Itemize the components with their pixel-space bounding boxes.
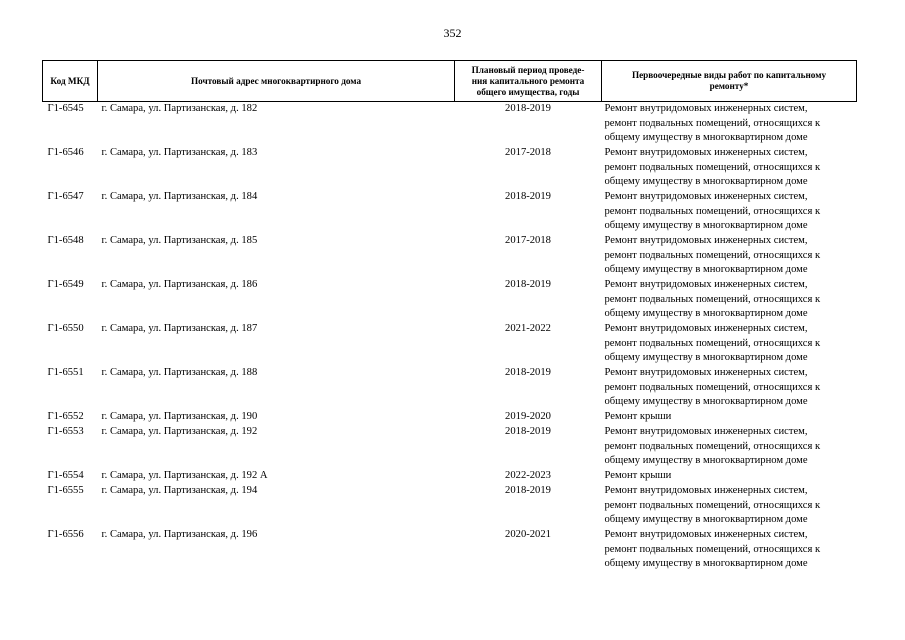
works-cell [602,469,857,484]
works-cell [602,102,857,147]
works-cell [602,146,857,190]
period-cell: 2020-2021 [505,529,551,540]
works-line: ремонт подвальных помещений, относящихся к [604,293,821,305]
address-cell: г. Самара, ул. Партизанская, д. 186 [101,279,258,290]
header-code: Код МКД [43,61,98,102]
period-cell: 2022-2023 [505,470,551,481]
works-cell [602,190,857,234]
mkd-code-cell: Г1-6546 [47,147,84,158]
table-row [43,146,857,190]
table-row [43,469,857,484]
period-cell: 2019-2020 [505,411,551,422]
works-line: ремонт подвальных помещений, относящихся к [604,205,821,217]
works-line: общему имуществу в многоквартирном доме [604,132,808,143]
address-cell: г. Самара, ул. Партизанская, д. 188 [101,367,258,378]
address-cell: г. Самара, ул. Партизанская, д. 192 А [101,470,268,481]
table-row [43,425,857,469]
period-cell: 2017-2018 [505,147,551,158]
header-address: Почтовый адрес многоквартирного дома [98,61,455,102]
works-line: ремонт подвальных помещений, относящихся к [604,337,821,349]
table-row [43,190,857,234]
mkd-code-cell: Г1-6553 [47,426,84,437]
period-cell: 2018-2019 [505,279,551,290]
address-cell: г. Самара, ул. Партизанская, д. 183 [101,147,258,158]
works-line: общему имуществу в многоквартирном доме [604,352,808,363]
works-line: ремонт подвальных помещений, относящихся к [604,543,821,555]
works-line: ремонт подвальных помещений, относящихся к [604,117,821,129]
table-row [43,322,857,366]
works-line: общему имуществу в многоквартирном доме [604,176,808,187]
mkd-code-cell: Г1-6550 [47,323,84,334]
works-line: общему имуществу в многоквартирном доме [604,558,808,569]
works-line: Ремонт внутридомовых инженерных систем, [604,103,808,114]
works-line: Ремонт внутридомовых инженерных систем, [604,191,808,202]
works-line: ремонт подвальных помещений, относящихся к [604,249,821,261]
works-line: Ремонт внутридомовых инженерных систем, [604,367,808,378]
period-cell: 2017-2018 [505,235,551,246]
header-works: Первоочередные виды работ по капитальному ремонту* [602,61,857,102]
address-cell: г. Самара, ул. Партизанская, д. 196 [101,529,258,540]
address-cell: г. Самара, ул. Партизанская, д. 184 [101,191,258,202]
works-line: Ремонт внутридомовых инженерных систем, [604,485,808,496]
works-cell [602,278,857,322]
mkd-code-cell: Г1-6554 [47,470,84,481]
works-line: Ремонт крыши [604,470,672,481]
works-cell [602,234,857,278]
table-row [43,484,857,528]
address-cell: г. Самара, ул. Партизанская, д. 192 [101,426,258,437]
works-line: Ремонт внутридомовых инженерных систем, [604,529,808,540]
works-line: Ремонт внутридомовых инженерных систем, [604,235,808,246]
works-line: общему имуществу в многоквартирном доме [604,514,808,525]
period-cell: 2021-2022 [505,323,551,334]
mkd-code-cell: Г1-6549 [47,279,84,290]
works-cell [602,425,857,469]
works-line: Ремонт внутридомовых инженерных систем, [604,426,808,437]
header-period: Плановый период проведе- ния капитального ремонта общего имущества, годы [455,61,602,102]
mkd-code-cell: Г1-6547 [47,191,84,202]
works-cell [602,410,857,425]
table-body [43,102,857,573]
works-cell [602,322,857,366]
mkd-code-cell: Г1-6551 [47,367,84,378]
period-cell: 2018-2019 [505,103,551,114]
works-line: ремонт подвальных помещений, относящихся к [604,499,821,511]
page-number: 352 [443,26,462,40]
address-cell: г. Самара, ул. Партизанская, д. 194 [101,485,258,496]
period-cell: 2018-2019 [505,485,551,496]
works-line: ремонт подвальных помещений, относящихся к [604,440,821,452]
address-cell: г. Самара, ул. Партизанская, д. 187 [101,323,258,334]
table-row [43,102,857,147]
works-line: ремонт подвальных помещений, относящихся к [604,381,821,393]
works-line: общему имуществу в многоквартирном доме [604,264,808,275]
works-line: общему имуществу в многоквартирном доме [604,396,808,407]
works-line: Ремонт внутридомовых инженерных систем, [604,147,808,158]
period-cell: 2018-2019 [505,367,551,378]
period-cell: 2018-2019 [505,426,551,437]
mkd-code-cell: Г1-6548 [47,235,84,246]
address-cell: г. Самара, ул. Партизанская, д. 190 [101,411,258,422]
table-row [43,528,857,572]
address-cell: г. Самара, ул. Партизанская, д. 182 [101,103,258,114]
works-line: Ремонт внутридомовых инженерных систем, [604,323,808,334]
table-row [43,278,857,322]
works-line: общему имуществу в многоквартирном доме [604,220,808,231]
table-row [43,234,857,278]
table-row [43,410,857,425]
works-line: общему имуществу в многоквартирном доме [604,455,808,466]
address-cell: г. Самара, ул. Партизанская, д. 185 [101,235,258,246]
mkd-code-cell: Г1-6555 [47,485,84,496]
works-cell [602,484,857,528]
works-line: Ремонт крыши [604,411,672,422]
works-cell [602,366,857,410]
works-line: ремонт подвальных помещений, относящихся к [604,161,821,173]
works-line: общему имуществу в многоквартирном доме [604,308,808,319]
table-header [43,61,857,102]
table-row [43,366,857,410]
mkd-code-cell: Г1-6556 [47,529,84,540]
period-cell: 2018-2019 [505,191,551,202]
works-cell [602,528,857,572]
mkd-code-cell: Г1-6552 [47,411,84,422]
works-line: Ремонт внутридомовых инженерных систем, [604,279,808,290]
mkd-code-cell: Г1-6545 [47,103,84,114]
capital-repair-table [42,60,857,572]
